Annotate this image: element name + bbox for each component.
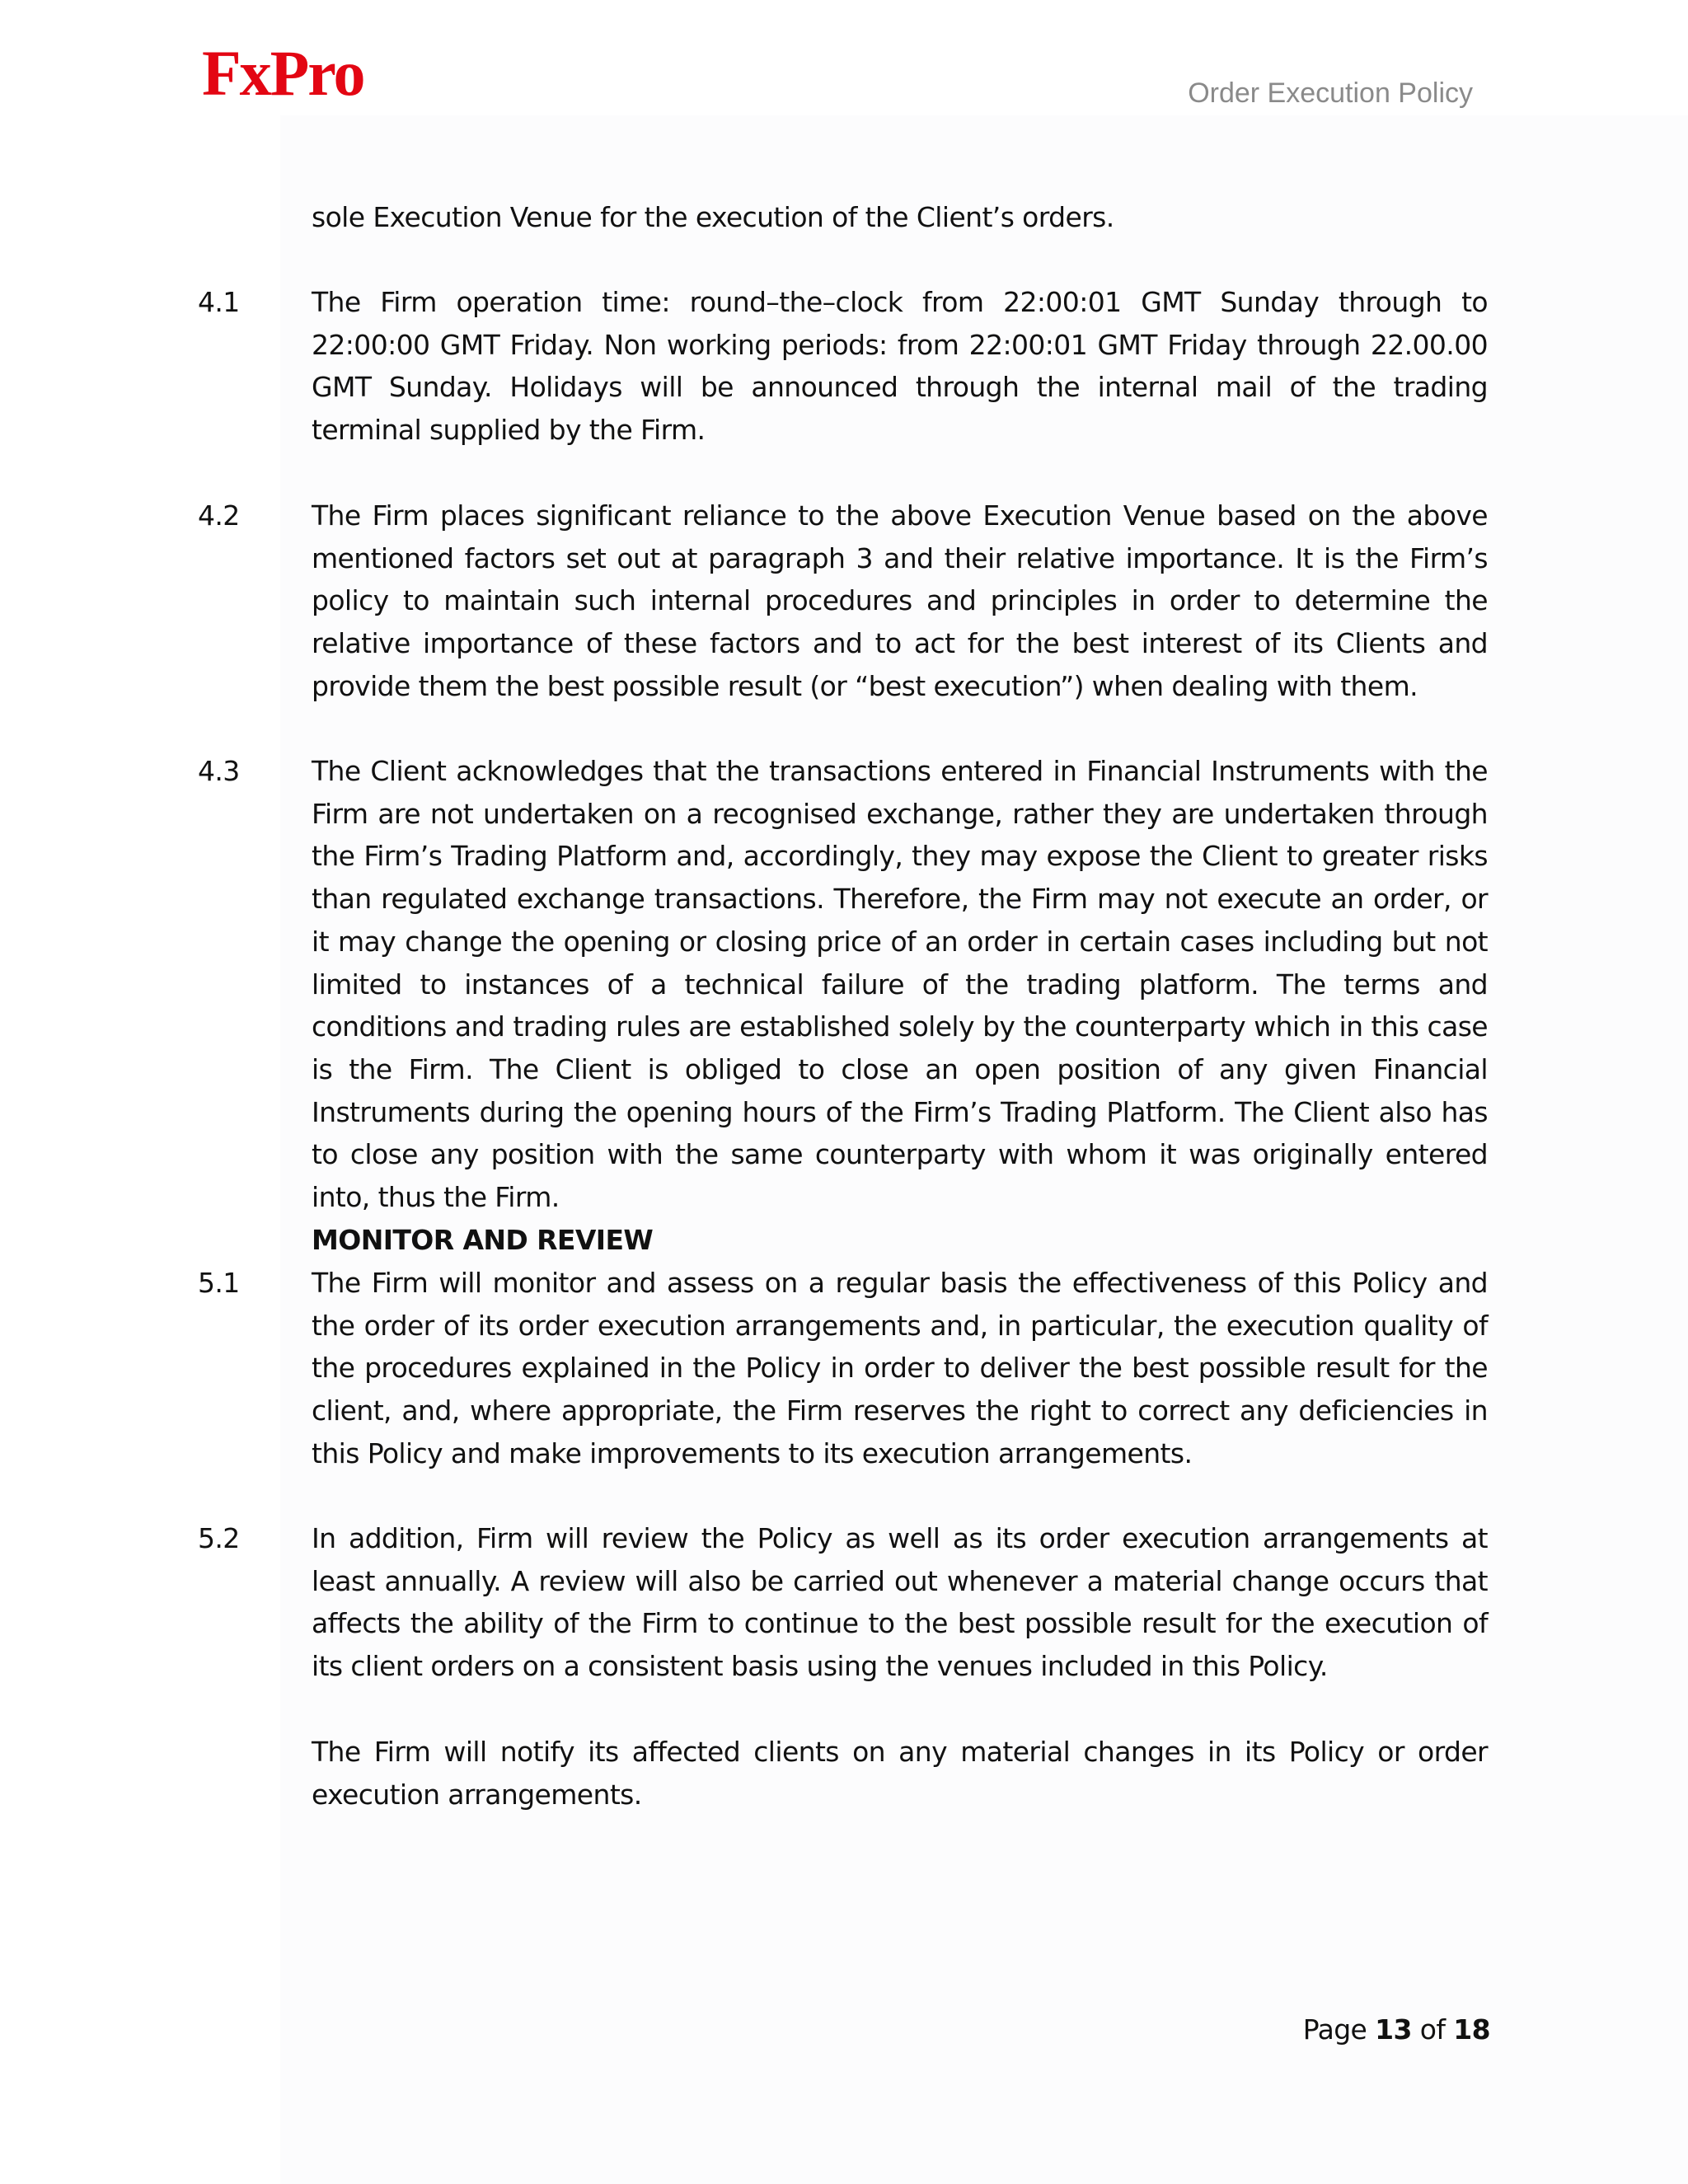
clause-number: 4.3 <box>198 755 240 787</box>
paragraph-text: sole Execution Venue for the execution of the Client’s orders. <box>312 201 1114 233</box>
total-pages: 18 <box>1453 2013 1490 2046</box>
clause-5-2 <box>198 1517 1488 1688</box>
clause-text: The Firm operation time: round–the–clock from 22:00:01 GMT Sunday through to 22:00:00 GMT Friday. Non working periods: from 22:00:01 GMT Friday through 22.00.00 GMT Sunday. Holidays will be announced through the internal mail of the trading terminal supplied by the Firm. <box>312 286 1488 447</box>
clause-text: The Firm places significant reliance to the above Execution Venue based on the above mentioned factors set out at paragraph 3 and their relative importance. It is the Firm’s policy to maintain such internal procedures and principles in order to determine the relative importance of these factors and to act for the best interest of its Clients and provide them the best possible result (or “best execution”) when dealing with them. <box>312 499 1488 702</box>
clause-4-1 <box>198 281 1488 452</box>
section-heading: MONITOR AND REVIEW <box>312 1224 654 1256</box>
clause-text: The Client acknowledges that the transactions entered in Financial Instruments with the Firm are not undertaken on a recognised exchange, rather they are undertaken through the Firm’s Trading Platform and, accordingly, they may expose the Client to greater risks than regulated exchange transactions. Therefore, the Firm may not execute an order, or it may change the opening or closing price of an order in certain cases including but not limited to instances of a technical failure of the trading platform. The terms and conditions and trading rules are established solely by the counterparty which in this case is the Firm. The Client is obliged to close an open position of any given Financial Instruments during the opening hours of the Firm’s Trading Platform. The Client also has to close any position with the same counterparty with whom it was originally entered into, thus the Firm. <box>312 755 1488 1214</box>
clause-text: The Firm will monitor and assess on a regular basis the effectiveness of this Policy and the order of its order execution arrangements and, in particular, the execution quality of the procedures explained in the Policy in order to deliver the best possible result for the client, and, where appropriate, the Firm reserves the right to correct any deficiencies in this Policy and make improvements to its execution arrangements. <box>312 1267 1488 1469</box>
intro-paragraph <box>198 196 1488 239</box>
clause-4-2 <box>198 494 1488 708</box>
clause-number: 4.2 <box>198 499 240 532</box>
document-title: Order Execution Policy <box>1188 77 1473 109</box>
of-label: of <box>1419 2013 1446 2046</box>
page-label: Page <box>1302 2013 1367 2046</box>
paragraph-text: The Firm will notify its affected clients on any material changes in its Policy or order execution arrangements. <box>312 1736 1488 1811</box>
clause-number: 5.2 <box>198 1522 240 1554</box>
closing-paragraph <box>198 1731 1488 1816</box>
page-number <box>1303 2008 1490 2051</box>
fxpro-logo: FxPro <box>202 37 364 109</box>
clause-number: 4.1 <box>198 286 240 318</box>
current-page: 13 <box>1375 2013 1412 2046</box>
clause-text: In addition, Firm will review the Policy as well as its order execution arrangements at least annually. A review will also be carried out whenever a material change occurs that affects the ability of the Firm to continue to the best possible result for the execution of its client orders on a consistent basis using the venues included in this Policy. <box>312 1522 1488 1683</box>
clause-number: 5.1 <box>198 1267 240 1299</box>
clause-4-3 <box>198 750 1488 1219</box>
clause-5-1 <box>198 1262 1488 1475</box>
